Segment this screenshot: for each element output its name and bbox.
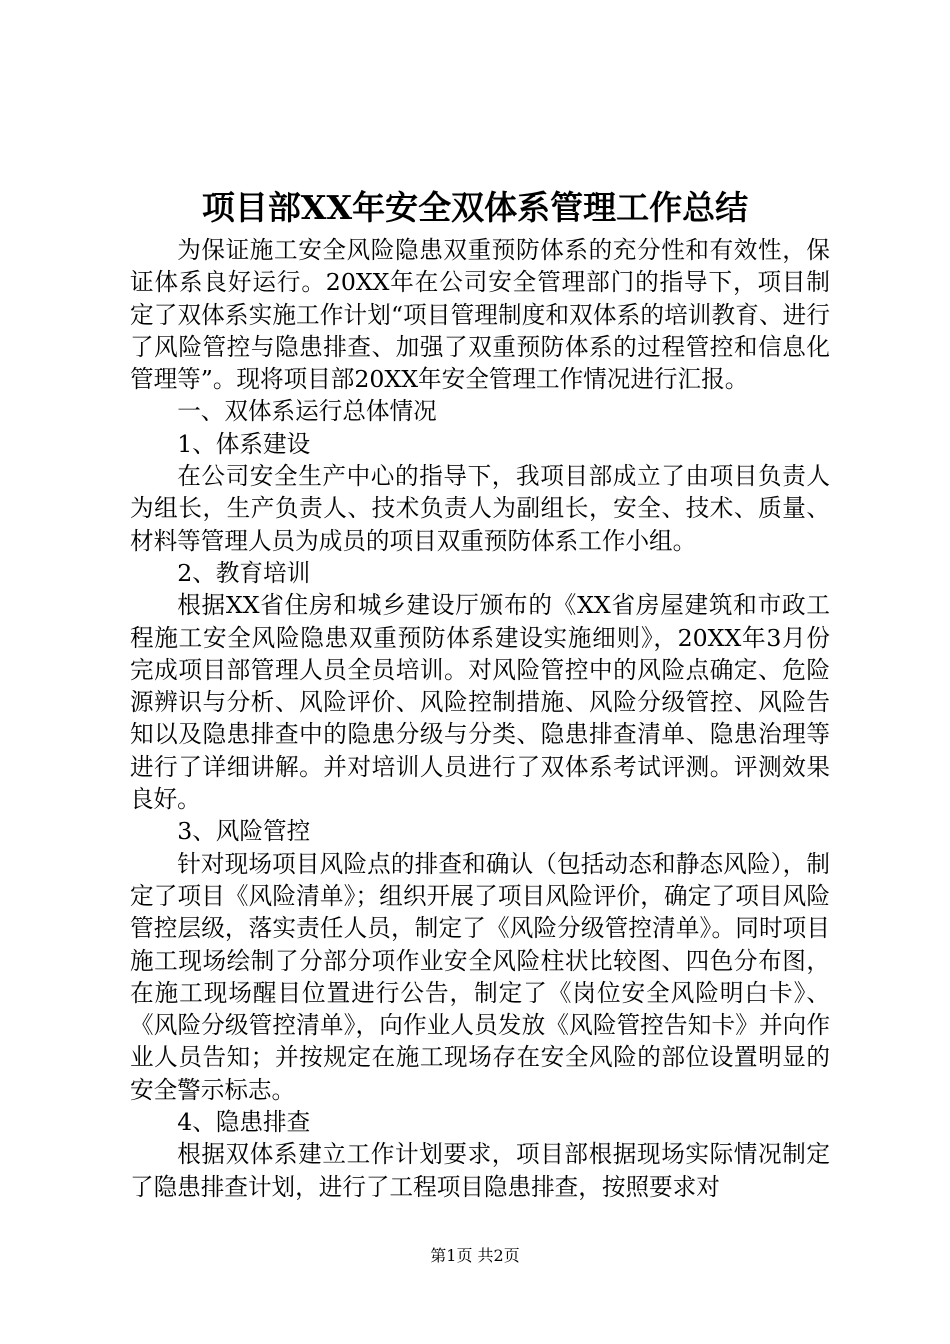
- subsection-heading-training: 2、教育培训: [177, 558, 311, 587]
- paragraph-training: 根据XX省住房和城乡建设厅颁布的《XX省房屋建筑和市政工程施工安全风险隐患双重预防体系建设实施细则》，20XX年3月份完成项目部管理人员全员培训。对风险管控中的风险点确定、危险源辨识与分析、风险评价、风险控制措施、风险分级管控、风险告知以及隐患排查中的隐患分级与分类、隐患排查清单、隐患治理等进行了详细讲解。并对培训人员进行了双体系考试评测。评测效果良好。: [130, 591, 830, 814]
- paragraph-hazard-inspection: 根据双体系建立工作计划要求，项目部根据现场实际情况制定了隐患排查计划，进行了工程项目隐患排查，按照要求对: [130, 1140, 830, 1201]
- subsection-heading-hazard-inspection: 4、隐患排查: [177, 1108, 311, 1137]
- document-body: [130, 234, 830, 1203]
- subsection-heading-risk-control: 3、风险管控: [177, 817, 311, 846]
- page-number-footer: 第1页 共2页: [430, 1246, 520, 1265]
- document-title: 项目部XX年安全双体系管理工作总结: [201, 188, 749, 227]
- paragraph-risk-control: 针对现场项目风险点的排查和确认（包括动态和静态风险），制定了项目《风险清单》；组织开展了项目风险评价，确定了项目风险管控层级，落实责任人员，制定了《风险分级管控清单》。同时项目施工现场绘制了分部分项作业安全风险柱状比较图、四色分布图，在施工现场醒目位置进行公告，制定了《岗位安全风险明白卡》、《风险分级管控清单》，向作业人员发放《风险管控告知卡》并向作业人员告知；并按规定在施工现场存在安全风险的部位设置明显的安全警示标志。: [130, 849, 830, 1104]
- paragraph-intro: 为保证施工安全风险隐患双重预防体系的充分性和有效性，保证体系良好运行。20XX年在公司安全管理部门的指导下，项目制定了双体系实施工作计划“项目管理制度和双体系的培训教育、进行了风险管控与隐患排查、加强了双重预防体系的过程管控和信息化管理等”。现将项目部20XX年安全管理工作情况进行汇报。: [130, 236, 830, 394]
- section-heading-overview: 一、双体系运行总体情况: [177, 397, 437, 426]
- subsection-heading-system-building: 1、体系建设: [177, 429, 311, 458]
- paragraph-system-building: 在公司安全生产中心的指导下，我项目部成立了由项目负责人为组长，生产负责人、技术负责人为副组长，安全、技术、质量、材料等管理人员为成员的项目双重预防体系工作小组。: [130, 462, 830, 555]
